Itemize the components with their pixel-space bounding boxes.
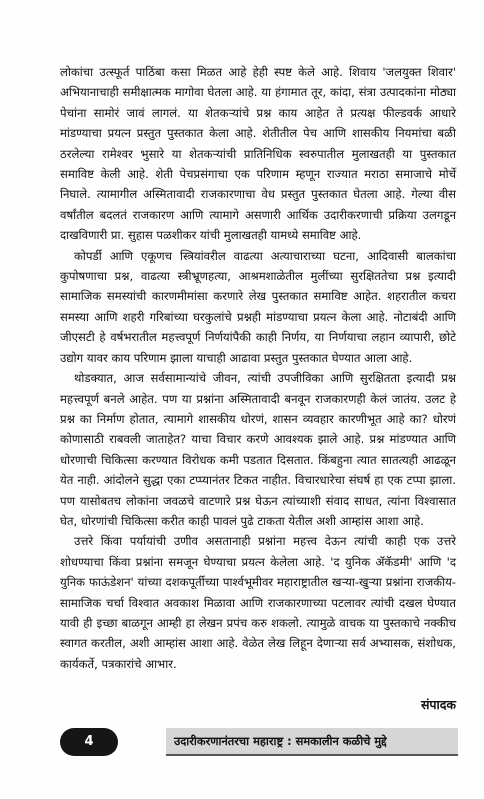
- paragraph-4: उत्तरे किंवा पर्यायांची उणीव असतानाही प्रश्नांना महत्त्व देऊन त्यांची काही एक उत्तरे शोधण्याचा किंवा प्रश्नांना समजून घेण्याचा प्रयत्न केलेला आहे. 'द युनिक ॲकॅडमी' आणि 'द युनिक फाऊंडेशन' यांच्या दशकपूर्तीच्या पार्श्वभूमीवर महाराष्ट्रातील खऱ्या-खुऱ्या प्रश्नांना राजकीय-सामाजिक चर्चा विश्वात अवकाश मिळावा आणि राजकारणाच्या पटलावर त्यांची दखल घेण्यात यावी ही इच्छा बाळगून आम्ही हा लेखन प्रपंच करु शकलो. त्यामुळे वाचक या पुस्तकाचे नक्कीच स्वागत करतील, अशी आम्हांस आशा आहे. वेळेत लेख लिहून देणाऱ्या सर्व अभ्यासक, संशोधक, कार्यकर्ते, पत्रकारांचे आभार.: [60, 534, 456, 671]
- page-body: [60, 62, 456, 674]
- page-footer: [54, 728, 458, 756]
- paragraph-2: कोपर्डी आणि एकूणच स्त्रियांवरील वाढत्या अत्याचाराच्या घटना, आदिवासी बालकांचा कुपोषणाचा प्रश्न, वाढत्या स्त्रीभ्रूणहत्या, आश्रमशाळेतील मुलींच्या सुरक्षिततेचा प्रश्न इत्यादी सामाजिक समस्यांची कारणमीमांसा करणारे लेख पुस्तकात समाविष्ट आहेत. शहरातील कचरा समस्या आणि शहरी गरिबांच्या घरकुलांचे प्रश्नही मांडण्याचा प्रयत्न केला आहे. नोटाबंदी आणि जीएसटी हे वर्षभरातील महत्त्वपूर्ण निर्णयांपैकी काही निर्णय, या निर्णयाचा लहान व्यापारी, छोटे उद्योग यावर काय परिणाम झाला याचाही आढावा प्रस्तुत पुस्तकात घेण्यात आला आहे.: [60, 248, 456, 365]
- editor-signature: संपादक: [420, 697, 456, 712]
- footer-title-band: [166, 728, 458, 756]
- page-number: 4: [60, 728, 118, 756]
- paragraph-1: लोकांचा उत्स्फूर्त पाठिंबा कसा मिळत आहे हेही स्पष्ट केले आहे. शिवाय 'जलयुक्त शिवार' अभियानाचाही समीक्षात्मक मागोवा घेतला आहे. या हंगामात तूर, कांदा, संत्रा उत्पादकांना मोठ्या पेचांना सामोरं जावं लागलं. या शेतकऱ्यांचे प्रश्न काय आहेत ते प्रत्यक्ष फील्डवर्क आधारे मांडण्याचा प्रयत्न प्रस्तुत पुस्तकात केला आहे. शेतीतील पेच आणि शासकीय नियमांचा बळी ठरलेल्या रामेश्वर भुसारे या शेतकऱ्यांची प्रातिनिधिक स्वरुपातील मुलाखतही या पुस्तकात समाविष्ट केली आहे. शेती पेचप्रसंगाचा एक परिणाम म्हणून राज्यात मराठा समाजाचे मोर्चे निघाले. त्यामागील अस्मितावादी राजकारणाचा वेध प्रस्तुत पुस्तकात घेतला आहे. गेल्या वीस वर्षांतील बदलतं राजकारण आणि त्यामागे असणारी आर्थिक उदारीकरणाची प्रक्रिया उलगडून दाखविणारी प्रा. सुहास पळशीकर यांची मुलाखतही यामध्ये समाविष्ट आहे.: [60, 65, 456, 243]
- paragraph-3: थोडक्यात, आज सर्वसामान्यांचे जीवन, त्यांची उपजीविका आणि सुरक्षितता इत्यादी प्रश्न महत्त्वपूर्ण बनले आहेत. पण या प्रश्नांना अस्मितावादी बनवून राजकारणही केलं जातंय. उलट हे प्रश्न का निर्माण होतात, त्यामागे शासकीय धोरणं, शासन व्यवहार कारणीभूत आहे का? धोरणं कोणासाठी राबवली जाताहेत? याचा विचार करणे आवश्यक झाले आहे. प्रश्न मांडण्यात आणि धोरणाची चिकित्सा करण्यात विरोधक कमी पडतात दिसतात. किंबहुना त्यात सातत्यही आढळून येत नाही. आंदोलने सुद्धा एका टप्प्यानंतर टिकत नाहीत. विचारधारेचा संघर्ष हा एक टप्पा झाला. पण यासोबतच लोकांना जवळचे वाटणारे प्रश्न घेऊन त्यांच्याशी संवाद साधत, त्यांना विश्वासात घेत, धोरणांची चिकित्सा करीत काही पावलं पुढे टाकता येतील अशी आम्हांस आशा आहे.: [60, 371, 456, 528]
- book-title: उदारीकरणानंतरचा महाराष्ट्र : समकालीन कळीचे मुद्दे: [174, 734, 387, 748]
